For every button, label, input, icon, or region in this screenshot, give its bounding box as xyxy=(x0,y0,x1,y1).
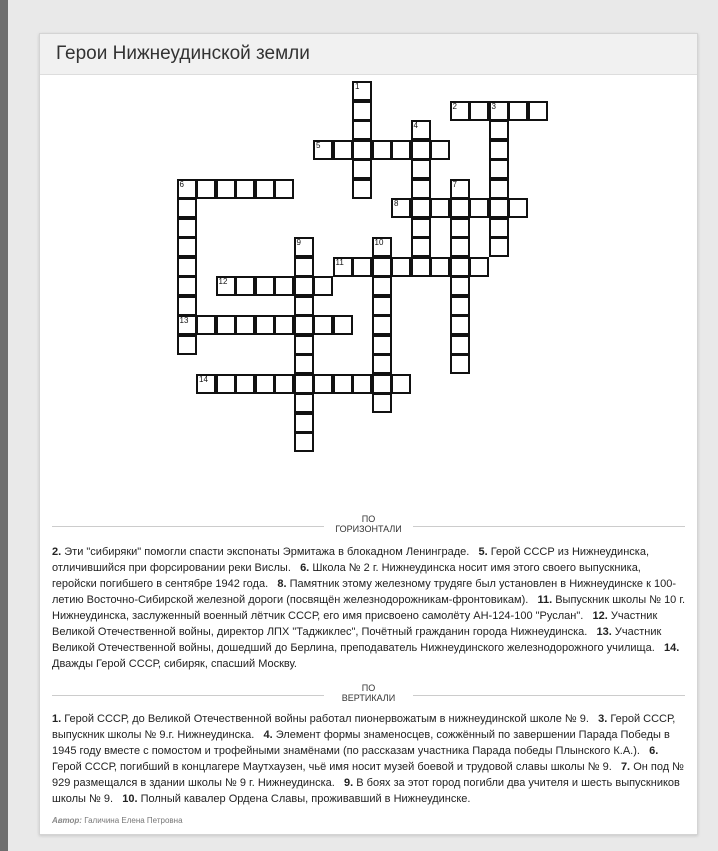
crossword-cell[interactable] xyxy=(177,335,197,355)
crossword-cell[interactable] xyxy=(489,120,509,140)
crossword-cell[interactable] xyxy=(294,276,314,296)
crossword-cell[interactable] xyxy=(469,257,489,277)
clue-number: 14 xyxy=(199,374,208,384)
clue-number: 4. xyxy=(263,729,273,741)
crossword-cell[interactable] xyxy=(274,315,294,335)
crossword-cell[interactable] xyxy=(352,257,372,277)
clue-text: Герой СССР, погибший в концлагере Маутхаузен, чьё имя носит музей боевой и трудовой славы школы № 9. xyxy=(52,761,612,773)
clue-number: 7 xyxy=(452,179,457,189)
clue-number: 14. xyxy=(663,642,680,654)
crossword-cell[interactable] xyxy=(177,276,197,296)
clue-number: 10. xyxy=(122,793,138,805)
clue-text: Полный кавалер Ордена Славы, проживавший в Нижнеудинске. xyxy=(140,793,471,805)
clue-number: 13. xyxy=(596,626,612,638)
crossword-cell[interactable] xyxy=(177,179,197,199)
crossword-cell[interactable] xyxy=(450,335,470,355)
crossword-cell[interactable] xyxy=(372,374,392,394)
crossword-cell[interactable] xyxy=(333,257,353,277)
crossword-cell[interactable] xyxy=(391,198,411,218)
crossword-cell[interactable] xyxy=(352,159,372,179)
crossword-cell[interactable] xyxy=(294,374,314,394)
clue-number: 9 xyxy=(296,238,301,247)
crossword-cell[interactable] xyxy=(255,276,275,296)
author-line xyxy=(52,816,183,825)
crossword-cell[interactable] xyxy=(313,374,333,394)
clue-text: Элемент формы знаменосцев, сожжённый по завершении Парада Победы в 1945 году вместе с помостом и трофейными знамёнами (по рассказам участника Парада победы Плынского К.А.). xyxy=(52,729,670,757)
crossword-cell[interactable] xyxy=(411,218,431,238)
crossword-cell[interactable] xyxy=(235,179,255,199)
crossword-cell[interactable] xyxy=(372,393,392,413)
crossword-cell[interactable] xyxy=(177,198,197,218)
crossword-cell[interactable] xyxy=(294,354,314,374)
clue-number: 5. xyxy=(478,546,488,558)
crossword-cell[interactable] xyxy=(352,120,372,140)
clue-number: 4 xyxy=(413,121,418,130)
clue-number: 3. xyxy=(598,713,608,725)
clue-number: 1. xyxy=(52,713,62,725)
crossword-cell[interactable] xyxy=(489,159,509,179)
crossword-cell[interactable] xyxy=(274,374,294,394)
crossword-cell[interactable] xyxy=(411,120,431,140)
clue-number: 6. xyxy=(649,745,659,757)
crossword-cell[interactable] xyxy=(411,159,431,179)
clue-number: 2 xyxy=(452,101,457,111)
crossword-cell[interactable] xyxy=(255,315,275,335)
author-name: Галичина Елена Петровна xyxy=(84,816,183,825)
crossword-cell[interactable] xyxy=(177,315,197,335)
crossword-cell[interactable] xyxy=(489,198,509,218)
clue-number: 11 xyxy=(335,257,344,267)
crossword-cell[interactable] xyxy=(294,413,314,433)
crossword-cell[interactable] xyxy=(508,198,528,218)
crossword-cell[interactable] xyxy=(372,296,392,316)
crossword-cell[interactable] xyxy=(216,374,236,394)
clue-text: Школа № 2 г. Нижнеудинска носит имя этого своего выпускника, геройски погибшего в сентябре 1942 года. xyxy=(52,562,641,590)
clue-number: 6 xyxy=(179,179,184,189)
crossword-cell[interactable] xyxy=(235,315,255,335)
divider-line xyxy=(413,526,685,527)
crossword-cell[interactable] xyxy=(450,179,470,199)
clue-text: Герой СССР, до Великой Отечественной войны работал пионервожатым в нижнеудинской школе № 9. xyxy=(64,713,589,725)
crossword-cell[interactable] xyxy=(450,296,470,316)
crossword-cell[interactable] xyxy=(430,198,450,218)
crossword-cell[interactable] xyxy=(372,140,392,160)
crossword-cell[interactable] xyxy=(528,101,548,121)
crossword-cell[interactable] xyxy=(196,315,216,335)
clue-text: Эти "сибиряки" помогли спасти экспонаты Эрмитажа в блокадном Ленинграде. xyxy=(64,546,470,558)
clue-text: Участник Великой Отечественной войны, директор ЛПХ "Таджиклес", Почётный гражданин города Нижнеудинска. xyxy=(52,610,658,638)
crossword-cell[interactable] xyxy=(372,276,392,296)
crossword-cell[interactable] xyxy=(508,101,528,121)
clue-number: 10 xyxy=(374,238,384,247)
crossword-cell[interactable] xyxy=(411,198,431,218)
crossword-cell[interactable] xyxy=(177,218,197,238)
clue-number: 1 xyxy=(355,82,360,91)
crossword-cell[interactable] xyxy=(255,179,275,199)
clue-number: 12. xyxy=(592,610,608,622)
crossword-cell[interactable] xyxy=(333,374,353,394)
clue-number: 7. xyxy=(620,761,631,773)
clue-number: 5 xyxy=(316,140,321,150)
crossword-cell[interactable] xyxy=(372,354,392,374)
crossword-cell[interactable] xyxy=(450,315,470,335)
crossword-cell[interactable] xyxy=(294,257,314,277)
clue-text: Герой СССР из Нижнеудинска, отличившийся при форсировании реки Вислы. xyxy=(52,546,650,574)
crossword-cell[interactable] xyxy=(489,140,509,160)
clue-text: Он под № 929 размещался в здании школы № 9 г. Нижнеудинска. xyxy=(52,761,684,789)
crossword-cell[interactable] xyxy=(274,179,294,199)
crossword-cell[interactable] xyxy=(391,140,411,160)
crossword-cell[interactable] xyxy=(430,257,450,277)
crossword-cell[interactable] xyxy=(333,315,353,335)
crossword-cell[interactable] xyxy=(235,374,255,394)
crossword-cell[interactable] xyxy=(411,140,431,160)
crossword-cell[interactable] xyxy=(294,393,314,413)
crossword-cell[interactable] xyxy=(489,179,509,199)
crossword-cell[interactable] xyxy=(294,237,314,257)
author-label: Автор: xyxy=(52,816,82,825)
crossword-card xyxy=(39,33,698,835)
clue-text: Памятник этому железному трудяге был установлен в Нижнеудинске к 100-летию Восточно-Сибирской железной дороги (посвящён железнодорожникам-фронтовикам). xyxy=(52,578,676,606)
clue-number: 11. xyxy=(537,594,553,606)
clue-text: Герой СССР, выпускник школы № 9.г. Нижнеудинска. xyxy=(52,713,676,741)
crossword-cell[interactable] xyxy=(216,179,236,199)
clue-text: Дважды Герой СССР, сибиряк, спасший Москву. xyxy=(52,658,297,670)
down-clues xyxy=(52,711,687,807)
crossword-cell[interactable] xyxy=(372,315,392,335)
clue-number: 3 xyxy=(491,101,496,111)
crossword-cell[interactable] xyxy=(450,218,470,238)
crossword-cell[interactable] xyxy=(450,276,470,296)
crossword-cell[interactable] xyxy=(450,198,470,218)
clue-number: 8 xyxy=(394,199,399,208)
crossword-cell[interactable] xyxy=(411,237,431,257)
crossword-cell[interactable] xyxy=(177,257,197,277)
divider-line xyxy=(413,695,685,696)
across-heading-label: ПО ГОРИЗОНТАЛИ xyxy=(335,514,402,534)
crossword-cell[interactable] xyxy=(313,140,333,160)
crossword-cell[interactable] xyxy=(294,296,314,316)
crossword-cell[interactable] xyxy=(450,101,470,121)
crossword-cell[interactable] xyxy=(313,276,333,296)
card-header xyxy=(40,34,697,75)
crossword-cell[interactable] xyxy=(391,374,411,394)
crossword-cell[interactable] xyxy=(177,237,197,257)
crossword-cell[interactable] xyxy=(469,198,489,218)
crossword-cell[interactable] xyxy=(489,101,509,121)
crossword-cell[interactable] xyxy=(450,354,470,374)
clue-number: 13 xyxy=(179,316,189,325)
crossword-cell[interactable] xyxy=(255,374,275,394)
across-clues xyxy=(52,544,687,672)
crossword-cell[interactable] xyxy=(333,140,353,160)
down-heading xyxy=(52,683,685,707)
crossword-cell[interactable] xyxy=(216,315,236,335)
crossword-cell[interactable] xyxy=(372,335,392,355)
crossword-cell[interactable] xyxy=(391,257,411,277)
crossword-cell[interactable] xyxy=(352,101,372,121)
crossword-cell[interactable] xyxy=(411,179,431,199)
crossword-cell[interactable] xyxy=(352,81,372,101)
crossword-cell[interactable] xyxy=(196,179,216,199)
crossword-cell[interactable] xyxy=(352,140,372,160)
crossword-cell[interactable] xyxy=(235,276,255,296)
left-edge-strip xyxy=(0,0,8,851)
crossword-cell[interactable] xyxy=(450,257,470,277)
clue-number: 2. xyxy=(52,546,62,558)
clue-number: 9. xyxy=(344,777,354,789)
crossword-cell[interactable] xyxy=(177,296,197,316)
clue-text: Участник Великой Отечественной войны, дошедший до Берлина, преподаватель Нижнеудинского железнодорожного училища. xyxy=(52,626,662,654)
crossword-cell[interactable] xyxy=(450,237,470,257)
crossword-cell[interactable] xyxy=(313,315,333,335)
crossword-cell[interactable] xyxy=(352,179,372,199)
clue-text: Выпускник школы № 10 г. Нижнеудинска, заслуженный военный лётчик СССР, его имя присвоено самолёту АН-124-100 "Руслан". xyxy=(52,594,686,622)
crossword-cell[interactable] xyxy=(411,257,431,277)
divider-line xyxy=(52,526,324,527)
crossword-cell[interactable] xyxy=(489,218,509,238)
across-heading xyxy=(52,514,685,538)
clue-number: 12 xyxy=(218,277,228,286)
clue-number: 6. xyxy=(300,562,310,574)
clue-text: В боях за этот город погибли два учителя и шесть выпускников школы № 9. xyxy=(52,777,680,805)
down-heading-label: ПО ВЕРТИКАЛИ xyxy=(341,683,396,703)
crossword-cell[interactable] xyxy=(489,237,509,257)
crossword-cell[interactable] xyxy=(372,237,392,257)
crossword-cell[interactable] xyxy=(469,101,489,121)
crossword-cell[interactable] xyxy=(216,276,236,296)
crossword-cell[interactable] xyxy=(430,140,450,160)
page-title: Герои Нижнеудинской земли xyxy=(56,43,310,64)
crossword-cell[interactable] xyxy=(372,257,392,277)
crossword-cell[interactable] xyxy=(294,315,314,335)
crossword-cell[interactable] xyxy=(196,374,216,394)
clue-number: 8. xyxy=(277,578,287,590)
crossword-cell[interactable] xyxy=(294,432,314,452)
divider-line xyxy=(52,695,324,696)
crossword-cell[interactable] xyxy=(274,276,294,296)
crossword-cell[interactable] xyxy=(294,335,314,355)
crossword-cell[interactable] xyxy=(352,374,372,394)
